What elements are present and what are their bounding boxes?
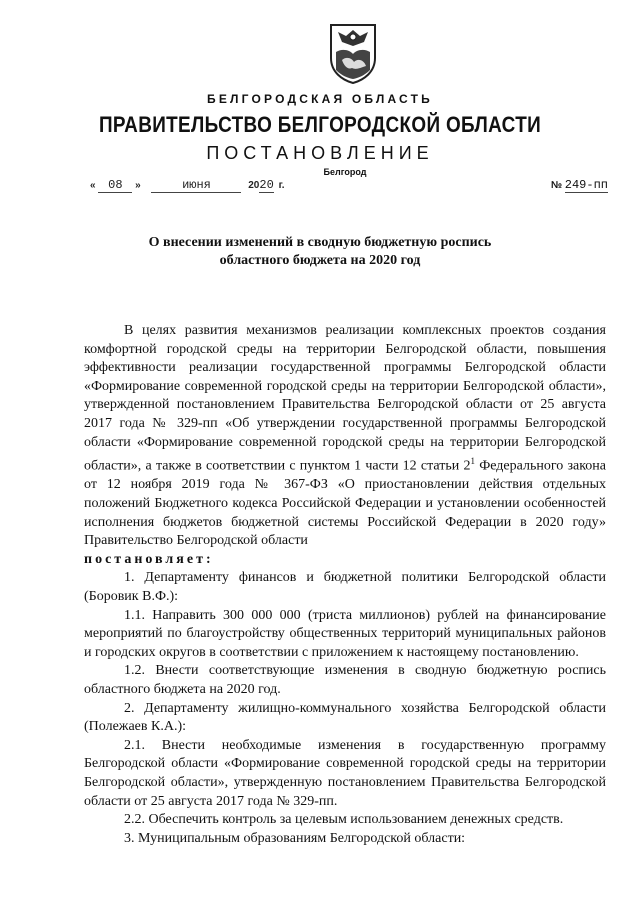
government-name: ПРАВИТЕЛЬСТВО БЕЛГОРОДСКОЙ ОБЛАСТИ xyxy=(98,112,542,137)
paragraph-1-2: 1.2. Внести соответствующие изменения в сводную бюджетную роспись областного бюджета на 2020 год. xyxy=(84,663,606,697)
date-year-unit: г. xyxy=(278,180,285,191)
date-year-prefix: 20 xyxy=(248,180,260,191)
title-line-1: О внесении изменений в сводную бюджетную роспись xyxy=(148,235,492,250)
preamble-text: В целях развития механизмов реализации комплексных проектов создания комфортной городской среды на территории Белгородской области, повышения эффективности реализации государственной программы Белгородской области «Формирование современной городской среды на территории Белгородской области», утвержденной постановлением Правительства Белгородской области от 25 августа 2017 года № 329-пп «Об утверждении государственной программы Белгородской области «Формирование современной городской среды на территории Белгородской области», а также в соответствии с пунктом 1 части 12 статьи 2 xyxy=(84,323,606,474)
paragraph-2: 2. Департаменту жилищно-коммунального хозяйства Белгородской области (Полежаев К.А.): xyxy=(84,700,606,735)
document-body xyxy=(84,322,606,848)
coat-of-arms-icon xyxy=(328,22,378,84)
title-line-2: областного бюджета на 2020 год xyxy=(219,253,421,268)
region-name: БЕЛГОРОДСКАЯ ОБЛАСТЬ xyxy=(207,92,433,106)
preamble-superscript: 1 xyxy=(470,456,475,467)
date-open-quote: « xyxy=(90,180,96,191)
resolves-word: постановляет: xyxy=(84,551,214,567)
city-name: Белгород xyxy=(323,167,367,177)
document-number xyxy=(551,178,608,192)
paragraph-2-1: 2.1. Внести необходимые изменения в государственную программу Белгородской области «Формирование современной городской среды на территории Белгородской области», утвержденную постановлением Правительства Белгородской области от 25 августа 2017 года № 329-пп. xyxy=(84,737,606,809)
paragraph-1: 1. Департаменту финансов и бюджетной политики Белгородской области (Боровик В.Ф.): xyxy=(84,570,606,604)
document-date xyxy=(90,178,285,193)
date-year-suffix: 20 xyxy=(259,178,274,192)
document-type: ПОСТАНОВЛЕНИЕ xyxy=(206,143,434,163)
paragraph-preamble xyxy=(84,322,606,551)
number-prefix: № xyxy=(550,180,562,191)
date-day: 08 xyxy=(98,178,132,193)
date-month: июня xyxy=(151,178,241,193)
date-close-quote: » xyxy=(135,180,141,191)
document-title xyxy=(0,234,640,270)
paragraph-2-2: 2.2. Обеспечить контроль за целевым использованием денежных средств. xyxy=(124,812,564,828)
number-value: 249-пп xyxy=(564,178,608,192)
paragraph-1-1: 1.1. Направить 300 000 000 (триста миллионов) рублей на финансирование мероприятий по благоустройству общественных территорий муниципальных районов и городских округов в соответствии с приложением к настоящему постановлению. xyxy=(84,607,606,660)
paragraph-3: 3. Муниципальным образованиям Белгородской области: xyxy=(124,830,466,846)
preamble-tail: Федерального закона от 12 ноября 2019 года № 367-ФЗ «О приостановлении действия отдельных положений Бюджетного кодекса Российской Федерации и установлении особенностей исполнения бюджетов бюджетной системы Российской Федерации в 2020 году» Правительство Белгородской области xyxy=(84,458,606,549)
